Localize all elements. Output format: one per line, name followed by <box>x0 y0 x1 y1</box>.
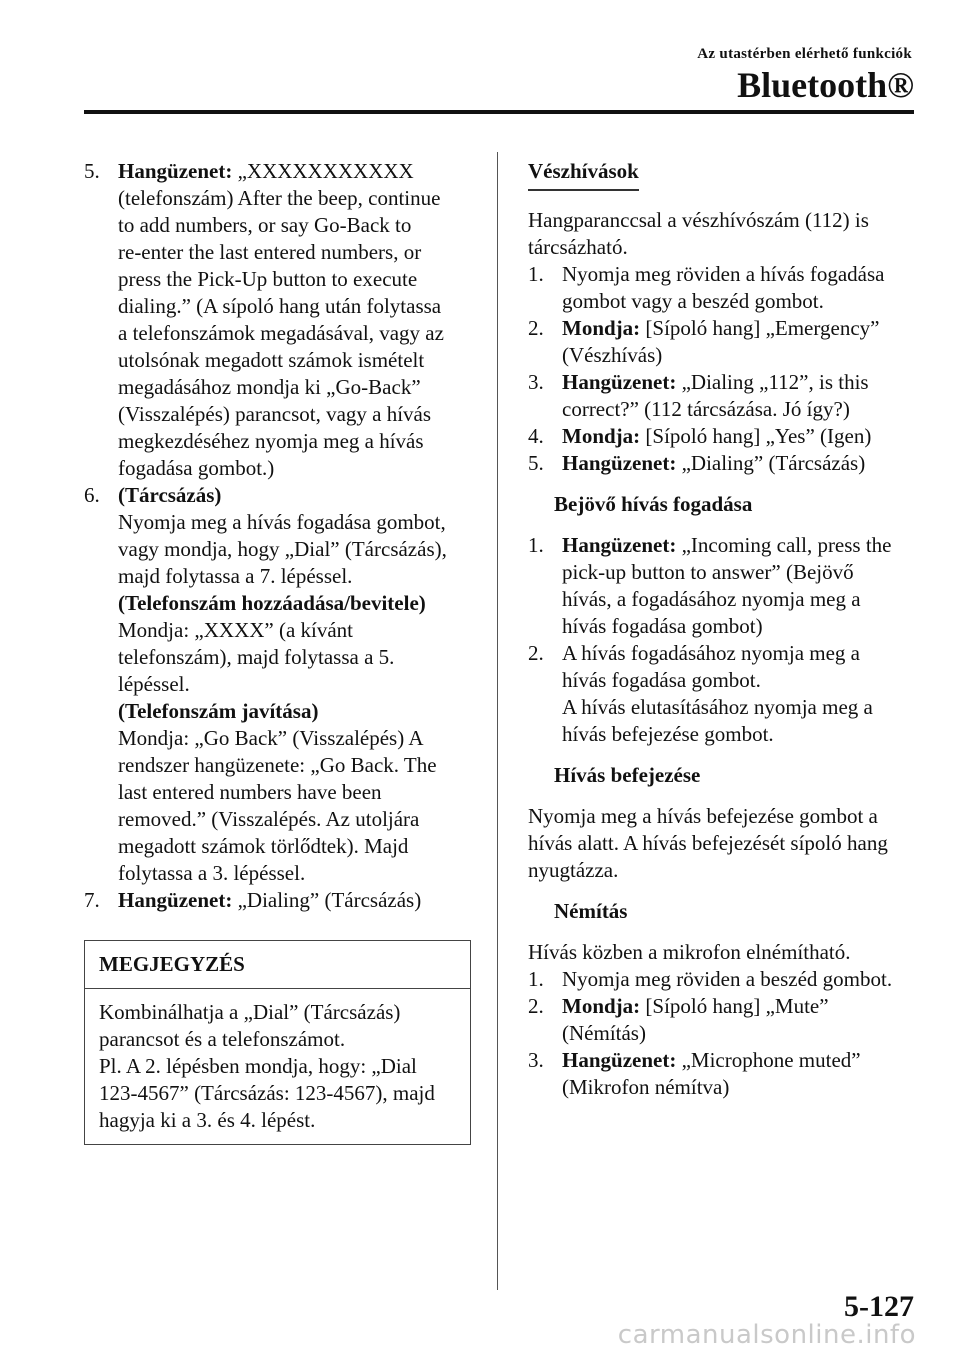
step-subheading: (Telefonszám javítása) <box>118 699 319 723</box>
page-number: 5-127 <box>844 1290 914 1323</box>
step-text-line: Nyomja meg röviden a beszéd gombot. <box>562 967 893 991</box>
left-column <box>84 158 469 1145</box>
paragraph-line: Hangparanccsal a vészhívószám (112) is <box>528 208 869 232</box>
paragraph-line: Nyomja meg a hívás befejezése gombot a <box>528 804 878 828</box>
step-text-line: pick-up button to answer” (Bejövő <box>562 560 854 584</box>
step-label: Hangüzenet: <box>562 370 677 394</box>
step-label: Mondja: <box>562 424 641 448</box>
step-text-line: to add numbers, or say Go-Back to <box>118 213 412 237</box>
step-text-line: utolsónak megadott számok ismételt <box>118 348 425 372</box>
step-text-line: telefonszám), majd folytassa a 5. <box>118 645 395 669</box>
section-header: Az utastérben elérhető funkciók <box>697 46 912 62</box>
note-line: parancsot és a telefonszámot. <box>99 1027 346 1051</box>
subsection-title-incoming: Bejövő hívás fogadása <box>554 492 753 516</box>
step-text-line: lépéssel. <box>118 672 190 696</box>
step-text-line: A hívás elutasításához nyomja meg a <box>562 695 873 719</box>
step-text-line: [Sípoló hang] „Emergency” <box>645 316 880 340</box>
step-number: 2. <box>528 316 544 340</box>
step-text-line: last entered numbers have been <box>118 780 382 804</box>
step-text-line: rendszer hangüzenete: „Go Back. The <box>118 753 437 777</box>
step-text-line: „Dialing” (Tárcsázás) <box>681 451 866 475</box>
step-text-line: (Visszalépés) parancsot, vagy a hívás <box>118 402 432 426</box>
note-body <box>85 989 470 1144</box>
step-text-line: hívás fogadása gombot) <box>562 614 763 638</box>
step-text-line: A hívás fogadásához nyomja meg a <box>562 641 860 665</box>
page-title: Bluetooth® <box>737 65 914 105</box>
step-text-line: (Mikrofon némítva) <box>562 1075 730 1099</box>
step-number: 1. <box>528 967 544 991</box>
step-text-line: „Dialing „112”, is this <box>681 370 869 394</box>
subsection-title-end-call: Hívás befejezése <box>554 763 701 787</box>
note-line: 123-4567” (Tárcsázás: 123-4567), majd <box>99 1081 435 1105</box>
step-number: 5. <box>528 451 544 475</box>
step-heading: (Tárcsázás) <box>118 483 222 507</box>
step-text-line: vagy mondja, hogy „Dial” (Tárcsázás), <box>118 537 447 561</box>
step-text-line: „Dialing” (Tárcsázás) <box>237 888 422 912</box>
step-text-line: correct?” (112 tárcsázása. Jó így?) <box>562 397 850 421</box>
step-number: 2. <box>528 994 544 1018</box>
step-text-line: hívás fogadása gombot. <box>562 668 761 692</box>
step-text-line: a telefonszámok megadásával, vagy az <box>118 321 444 345</box>
step-text-line: (Némítás) <box>562 1021 646 1045</box>
subsection-title-mute: Némítás <box>554 899 628 923</box>
step-number: 3. <box>528 1048 544 1072</box>
step-label: Mondja: <box>562 316 641 340</box>
step-subheading: (Telefonszám hozzáadása/bevitele) <box>118 591 426 615</box>
step-text-line: re-enter the last entered numbers, or <box>118 240 422 264</box>
step-text-line: dialing.” (A sípoló hang után folytassa <box>118 294 442 318</box>
step-text-line: „Incoming call, press the <box>681 533 892 557</box>
step-text-line: [Sípoló hang] „Yes” (Igen) <box>645 424 872 448</box>
watermark: carmanualsonline.info <box>617 1320 916 1350</box>
paragraph-line: tárcsázható. <box>528 235 628 259</box>
step-label: Hangüzenet: <box>118 159 233 183</box>
emergency-step-1 <box>528 261 918 315</box>
incoming-step-2 <box>528 640 918 748</box>
step-text-line: majd folytassa a 7. lépéssel. <box>118 564 353 588</box>
note-line: Pl. A 2. lépésben mondja, hogy: „Dial <box>99 1054 417 1078</box>
step-number: 1. <box>528 533 544 557</box>
note-line: Kombinálhatja a „Dial” (Tárcsázás) <box>99 1000 401 1024</box>
step-number: 5. <box>84 159 100 183</box>
step-5 <box>84 158 469 482</box>
emergency-step-2 <box>528 315 918 369</box>
step-text-line: Nyomja meg röviden a hívás fogadása <box>562 262 885 286</box>
paragraph-line: nyugtázza. <box>528 858 619 882</box>
emergency-step-5 <box>528 450 918 477</box>
step-text-line: (Vészhívás) <box>562 343 663 367</box>
mute-step-3 <box>528 1047 918 1101</box>
incoming-step-1 <box>528 532 918 640</box>
step-number: 6. <box>84 483 100 507</box>
note-line: hagyja ki a 3. és 4. lépést. <box>99 1108 316 1132</box>
step-label: Hangüzenet: <box>562 533 677 557</box>
step-number: 3. <box>528 370 544 394</box>
step-text-line: (telefonszám) After the beep, continue <box>118 186 441 210</box>
step-text-line: hívás, a fogadásához nyomja meg a <box>562 587 861 611</box>
step-text-line: gombot vagy a beszéd gombot. <box>562 289 824 313</box>
step-label: Hangüzenet: <box>562 451 677 475</box>
step-number: 2. <box>528 641 544 665</box>
note-title: MEGJEGYZÉS <box>85 941 470 989</box>
step-text-line: hívás befejezése gombot. <box>562 722 774 746</box>
mute-step-2 <box>528 993 918 1047</box>
step-number: 7. <box>84 888 100 912</box>
header-rule <box>84 110 914 114</box>
paragraph-line: hívás alatt. A hívás befejezését sípoló hang <box>528 831 888 855</box>
step-label: Hangüzenet: <box>562 1048 677 1072</box>
step-text-line: Nyomja meg a hívás fogadása gombot, <box>118 510 446 534</box>
step-label: Mondja: <box>562 994 641 1018</box>
step-text-line: „XXXXXXXXXXX <box>237 159 414 183</box>
emergency-step-3 <box>528 369 918 423</box>
step-text-line: megadott számok törlődtek). Majd <box>118 834 409 858</box>
step-number: 4. <box>528 424 544 448</box>
step-text-line: fogadása gombot.) <box>118 456 275 480</box>
step-text-line: Mondja: „XXXX” (a kívánt <box>118 618 354 642</box>
paragraph-line: Hívás közben a mikrofon elnémítható. <box>528 940 851 964</box>
step-text-line: megadásához mondja ki „Go-Back” <box>118 375 421 399</box>
right-column <box>528 158 918 1101</box>
note-box <box>84 940 471 1145</box>
step-number: 1. <box>528 262 544 286</box>
step-text-line: megkezdéséhez nyomja meg a hívás <box>118 429 424 453</box>
step-text-line: press the Pick-Up button to execute <box>118 267 418 291</box>
step-text-line: [Sípoló hang] „Mute” <box>645 994 829 1018</box>
step-label: Hangüzenet: <box>118 888 233 912</box>
column-divider <box>497 152 498 1290</box>
step-text-line: folytassa a 3. lépéssel. <box>118 861 306 885</box>
step-text-line: Mondja: „Go Back” (Visszalépés) A <box>118 726 424 750</box>
step-text-line: removed.” (Visszalépés. Az utoljára <box>118 807 420 831</box>
mute-step-1 <box>528 966 918 993</box>
emergency-step-4 <box>528 423 918 450</box>
step-text-line: „Microphone muted” <box>681 1048 861 1072</box>
step-7 <box>84 887 469 914</box>
section-title-emergency: Vészhívások <box>528 158 639 191</box>
step-6 <box>84 482 469 887</box>
